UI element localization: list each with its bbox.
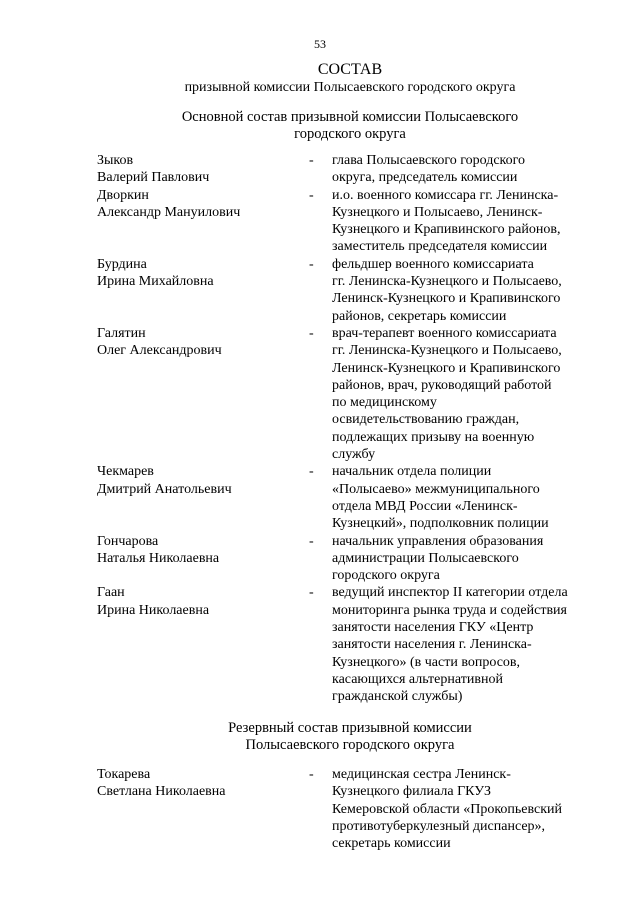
member-surname: Гончарова <box>97 533 159 549</box>
member-role-line: мониторинга рынка труда и содействия <box>332 602 567 618</box>
member-role-line: занятости населения ГКУ «Центр <box>332 620 534 636</box>
member-role <box>332 463 597 532</box>
reserve-section-heading-line: Полысаевского городского округа <box>245 737 455 753</box>
member-surname: Зыков <box>97 153 134 168</box>
member-name <box>97 187 309 222</box>
member-role-line: врач-терапевт военного комиссариата <box>332 325 557 341</box>
member-role-line: службу <box>332 447 376 463</box>
member-role-line: по медицинскому <box>332 395 437 411</box>
member-role-line: заместитель председателя комиссии <box>332 239 548 255</box>
member-role-line: медицинская сестра Ленинск- <box>332 767 511 782</box>
reserve-section-heading <box>60 720 640 754</box>
member-name <box>97 533 309 568</box>
member-role-line: занятости населения г. Ленинска- <box>332 637 532 653</box>
member-role <box>332 152 597 187</box>
member-role-line: освидетельствованию граждан, <box>332 412 520 428</box>
document-subtitle: призывной комиссии Полысаевского городского округа <box>184 80 516 95</box>
main-section-heading <box>60 109 640 143</box>
member-entry <box>97 325 597 463</box>
member-name <box>97 256 309 291</box>
member-given-names: Дмитрий Анатольевич <box>97 481 232 497</box>
member-role-line: администрации Полысаевского <box>332 550 519 566</box>
member-role-line: Кузнецкого и Полысаево, Ленинск- <box>332 204 543 220</box>
member-surname: Галятин <box>97 325 146 341</box>
member-dash: - <box>309 585 314 601</box>
member-given-names: Наталья Николаевна <box>97 550 220 566</box>
member-role <box>332 187 597 256</box>
member-surname: Бурдина <box>97 256 147 272</box>
member-role-line: районов, врач, руководящий работой <box>332 377 552 393</box>
member-role <box>332 256 597 325</box>
document-title: СОСТАВ <box>317 61 383 78</box>
member-dash: - <box>309 256 314 272</box>
member-role <box>332 325 597 463</box>
member-role-line: начальник управления образования <box>332 533 544 549</box>
member-given-names: Олег Александрович <box>97 343 222 359</box>
member-given-names: Ирина Михайловна <box>97 274 214 290</box>
member-role-line: Кемеровской области «Прокопьевский <box>332 801 563 817</box>
member-entry <box>97 256 597 325</box>
member-given-names: Валерий Павлович <box>97 170 210 186</box>
member-dash: - <box>309 187 314 203</box>
member-role-line: подлежащих призыву на военную <box>332 429 535 445</box>
member-role-line: противотуберкулезный диспансер», <box>332 818 546 834</box>
member-name <box>97 463 309 498</box>
main-section-heading-line: городского округа <box>294 126 406 142</box>
member-dash: - <box>309 464 314 480</box>
member-dash: - <box>309 153 314 168</box>
member-role-line: ведущий инспектор II категории отдела <box>332 585 568 601</box>
member-role-line: отдела МВД России «Ленинск- <box>332 498 518 514</box>
member-role-line: касающихся альтернативной <box>332 671 503 687</box>
member-role-line: Кузнецкого и Крапивинского районов, <box>332 222 561 238</box>
member-role-line: Кузнецкого» (в части вопросов, <box>332 654 521 670</box>
main-members-list <box>97 152 597 706</box>
member-dash: - <box>309 767 314 782</box>
member-name <box>97 584 309 619</box>
member-surname: Токарева <box>97 767 151 782</box>
member-role-line: городского округа <box>332 568 440 584</box>
member-role-line: гражданской службы) <box>332 689 463 705</box>
member-role-line: гг. Ленинска-Кузнецкого и Полысаево, <box>332 343 562 359</box>
member-name <box>97 152 309 187</box>
member-role-line: «Полысаево» межмуниципального <box>332 481 540 497</box>
member-role-line: секретарь комиссии <box>332 836 451 852</box>
member-entry <box>97 187 597 256</box>
member-role-line: Ленинск-Кузнецкого и Крапивинского <box>332 291 561 307</box>
member-entry <box>97 584 597 705</box>
member-role-line: фельдшер военного комиссариата <box>332 256 534 272</box>
member-name <box>97 766 309 801</box>
member-dash: - <box>309 533 314 549</box>
member-role <box>332 766 597 852</box>
member-entry <box>97 152 597 187</box>
member-role-line: округа, председатель комиссии <box>332 170 518 186</box>
member-given-names: Ирина Николаевна <box>97 602 210 618</box>
member-role-line: глава Полысаевского городского <box>332 153 526 168</box>
member-role <box>332 533 597 585</box>
member-name <box>97 325 309 360</box>
member-role-line: начальник отдела полиции <box>332 464 492 480</box>
member-role-line: Ленинск-Кузнецкого и Крапивинского <box>332 360 561 376</box>
member-surname: Гаан <box>97 585 125 601</box>
member-given-names: Александр Мануилович <box>97 204 241 220</box>
member-entry <box>97 766 597 852</box>
member-role-line: районов, секретарь комиссии <box>332 308 507 324</box>
member-role <box>332 584 597 705</box>
reserve-members-list <box>97 766 597 852</box>
member-dash: - <box>309 325 314 341</box>
member-entry <box>97 533 597 585</box>
member-surname: Дворкин <box>97 187 149 203</box>
member-given-names: Светлана Николаевна <box>97 784 226 800</box>
member-role-line: гг. Ленинска-Кузнецкого и Полысаево, <box>332 274 562 290</box>
member-entry <box>97 463 597 532</box>
page-number: 53 <box>314 37 326 51</box>
member-role-line: Кузнецкий», подполковник полиции <box>332 516 549 532</box>
member-role-line: и.о. военного комиссара гг. Ленинска- <box>332 187 559 203</box>
member-role-line: Кузнецкого филиала ГКУЗ <box>332 784 491 800</box>
main-section-heading-line: Основной состав призывной комиссии Полысаевского <box>181 109 519 125</box>
member-surname: Чекмарев <box>97 464 154 480</box>
reserve-section-heading-line: Резервный состав призывной комиссии <box>228 720 472 736</box>
